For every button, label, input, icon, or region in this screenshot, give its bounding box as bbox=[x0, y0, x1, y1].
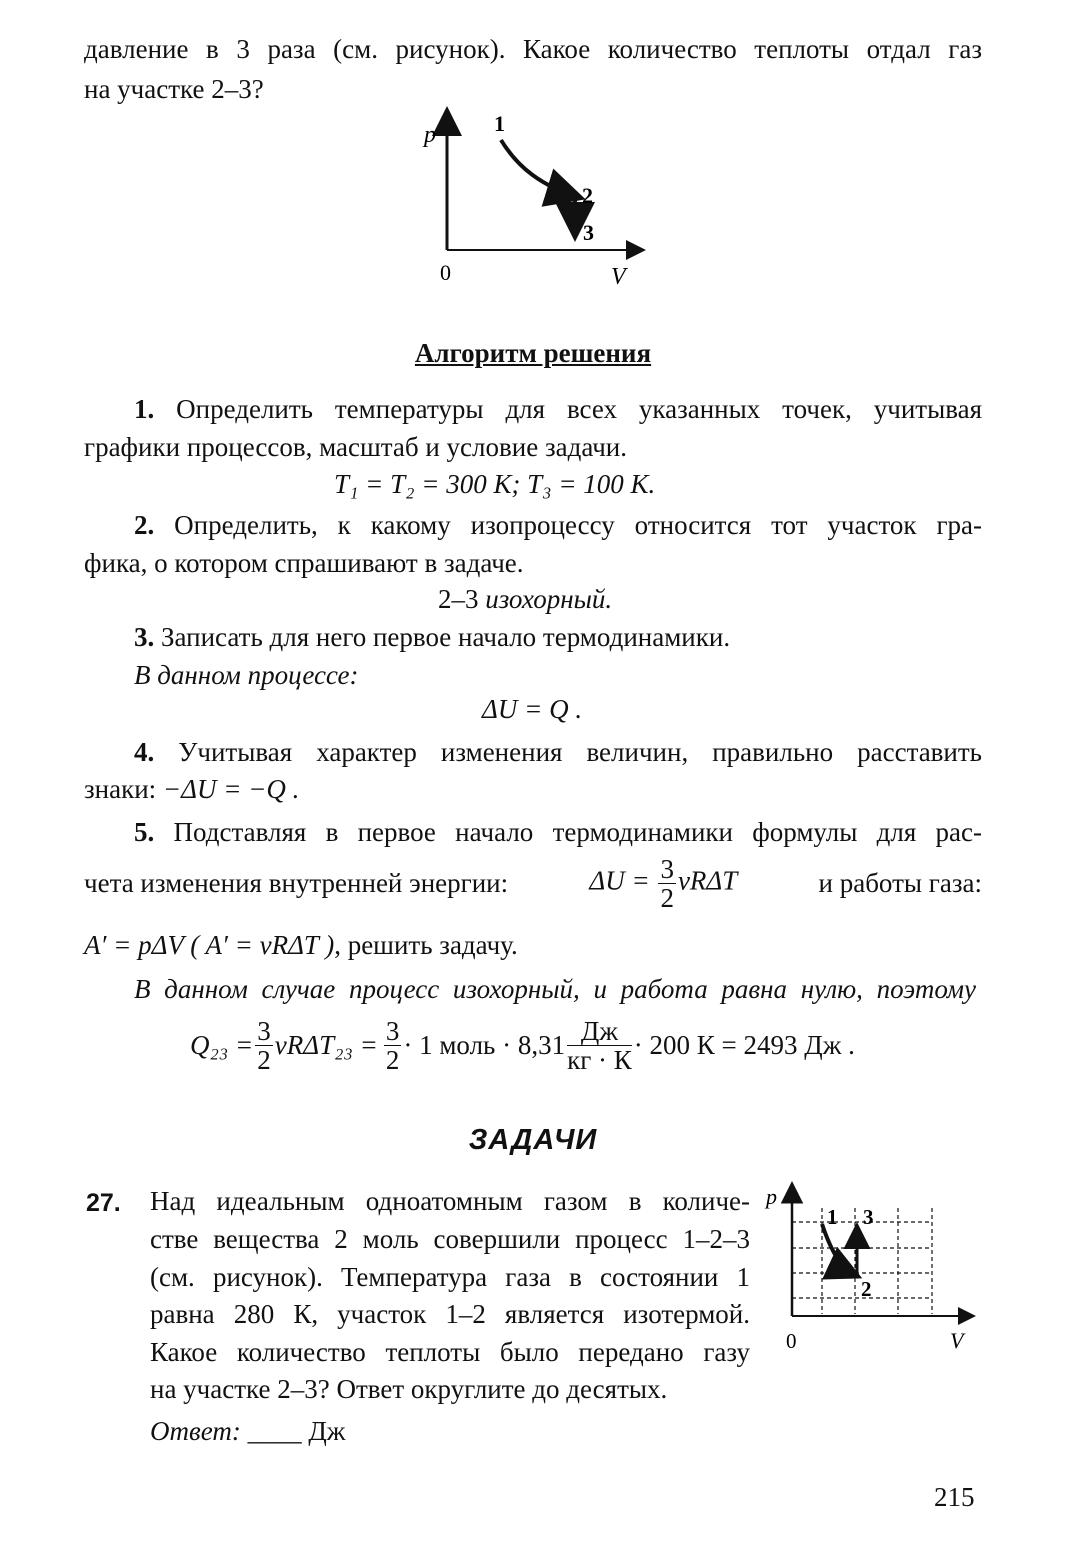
step-3-line-1 bbox=[134, 620, 730, 654]
fraction-numerator: Дж bbox=[567, 1017, 632, 1046]
step-2-line-2: фика, о котором спрашивают в задаче. bbox=[84, 548, 524, 578]
final-end: · 200 К = 2493 Дж . bbox=[633, 1029, 855, 1060]
isotherm-1-2 bbox=[822, 1224, 855, 1275]
fraction-denominator: 2 bbox=[257, 1044, 271, 1075]
step-4-number: 4. bbox=[134, 737, 155, 767]
step-5-line-2-text: чета изменения внутренней энергии: bbox=[84, 868, 509, 898]
pv-diagram-2 bbox=[760, 1178, 980, 1358]
point-2-label: 2 bbox=[582, 183, 593, 208]
step-1-text: Определить температуры для всех указанных точек, учитывая bbox=[176, 394, 982, 424]
step-1-number: 1. bbox=[134, 394, 155, 424]
step-5-line-1 bbox=[134, 815, 982, 849]
step-5-text: Подставляя в первое начало термодинамики формулы для рас- bbox=[173, 817, 982, 847]
point-3-label: 3 bbox=[583, 220, 594, 245]
final-mid-1: νRΔT₂₃ = bbox=[274, 1029, 378, 1060]
problem-27-line-3: (см. рисунок). Температура газа в состоянии 1 bbox=[150, 1262, 750, 1292]
point-1-label: 1 bbox=[827, 1205, 838, 1229]
fraction-denominator: 2 bbox=[385, 1044, 400, 1075]
step-2-result-prefix: 2–3 bbox=[438, 584, 479, 614]
isotherm-1-2 bbox=[501, 140, 578, 197]
problem-27-line-1: Над идеальным одноатомным газом в количе- bbox=[150, 1186, 750, 1216]
step-3-number: 3. bbox=[134, 622, 155, 652]
step-5-line-2-end: и работы газа: bbox=[818, 868, 982, 898]
pv-diagram-1 bbox=[410, 104, 660, 294]
problem-27-line-4: равна 280 К, участок 1–2 является изотермой. bbox=[150, 1299, 750, 1329]
x-axis-label: V bbox=[611, 264, 626, 290]
fraction-numerator: 3 bbox=[257, 1015, 271, 1046]
final-mid-2: · 1 моль · 8,31 bbox=[403, 1029, 566, 1060]
step-1-formula: T₁ = T₂ = 300 К; T₃ = 100 К. bbox=[334, 469, 656, 499]
step-4-formula: −ΔU = −Q . bbox=[162, 774, 300, 804]
step-4-line-1 bbox=[134, 735, 982, 769]
fraction-denominator: кг · К bbox=[567, 1044, 632, 1075]
point-3-label: 3 bbox=[863, 1205, 874, 1229]
algorithm-title: Алгоритм решения bbox=[414, 338, 652, 368]
step-4-signs-label: знаки: bbox=[84, 774, 157, 804]
step-2-result bbox=[438, 582, 612, 616]
point-2-label: 2 bbox=[861, 1277, 872, 1301]
step-4-text: Учитывая характер изменения величин, правильно расставить bbox=[178, 737, 982, 767]
step-5-number: 5. bbox=[134, 817, 155, 847]
step-3-formula: ΔU = Q . bbox=[482, 694, 583, 724]
fraction-numerator: 3 bbox=[385, 1015, 400, 1046]
step-2-number: 2. bbox=[134, 510, 155, 540]
step-4-line-2 bbox=[84, 772, 299, 806]
step-3-note: В данном процессе: bbox=[134, 660, 359, 690]
step-5-energy-formula bbox=[589, 855, 737, 912]
step-5-work-formula: A′ = pΔV ( A′ = νRΔT ) bbox=[84, 930, 335, 960]
problem-27-line-2: стве вещества 2 моль совершили процесс 1–2–3 bbox=[150, 1224, 750, 1254]
step-1-line-1 bbox=[134, 392, 982, 426]
final-heat-formula bbox=[190, 1010, 855, 1080]
y-axis-label: p bbox=[424, 122, 436, 148]
step-5-fraction bbox=[658, 855, 676, 912]
origin-label: 0 bbox=[786, 1329, 797, 1353]
step-3-text: Записать для него первое начало термодинамики. bbox=[161, 622, 731, 652]
step-5-line-2 bbox=[84, 852, 982, 914]
origin-label: 0 bbox=[440, 260, 451, 285]
problem-27-line-6: на участке 2–3? Ответ округлите до десятых. bbox=[150, 1374, 668, 1404]
point-1-label: 1 bbox=[494, 111, 505, 136]
page-number: 215 bbox=[934, 1482, 975, 1512]
fraction-denominator: 2 bbox=[660, 882, 674, 913]
step-5-line-3 bbox=[84, 928, 518, 962]
step-5-energy-lhs: ΔU = bbox=[589, 865, 650, 896]
final-fraction-1 bbox=[255, 1017, 273, 1074]
y-axis-label: p bbox=[766, 1184, 777, 1209]
final-fraction-2 bbox=[384, 1017, 402, 1074]
answer-label: Ответ: bbox=[150, 1416, 241, 1446]
step-2-text: Определить, к какому изопроцессу относится тот участок гра- bbox=[174, 510, 982, 540]
step-2-result-italic: изохорный. bbox=[485, 584, 613, 614]
answer-blank[interactable]: ____ bbox=[247, 1416, 302, 1446]
problem-27-line-5: Какое количество теплоты было передано газу bbox=[150, 1337, 750, 1367]
fraction-numerator: 3 bbox=[660, 853, 674, 884]
intro-line-2: на участке 2–3? bbox=[84, 74, 264, 104]
answer-unit: Дж bbox=[308, 1416, 346, 1446]
step-5-note: В данном случае процесс изохорный, и работа равна нулю, поэтому bbox=[134, 974, 976, 1004]
step-1-line-2: графики процессов, масштаб и условие задачи. bbox=[84, 432, 628, 462]
problem-27-answer bbox=[150, 1414, 345, 1448]
problems-title: ЗАДАЧИ bbox=[468, 1124, 598, 1156]
x-axis-label: V bbox=[950, 1328, 964, 1353]
step-2-line-1 bbox=[134, 508, 982, 542]
step-5-energy-rhs: νRΔT bbox=[677, 865, 738, 896]
intro-line-1: давление в 3 раза (см. рисунок). Какое количество теплоты отдал газ bbox=[84, 34, 982, 64]
final-q: Q₂₃ = bbox=[190, 1029, 254, 1060]
problem-27-number: 27. bbox=[86, 1189, 121, 1217]
step-5-line-3-text: , решить задачу. bbox=[334, 930, 518, 960]
final-units-fraction bbox=[567, 1017, 632, 1074]
